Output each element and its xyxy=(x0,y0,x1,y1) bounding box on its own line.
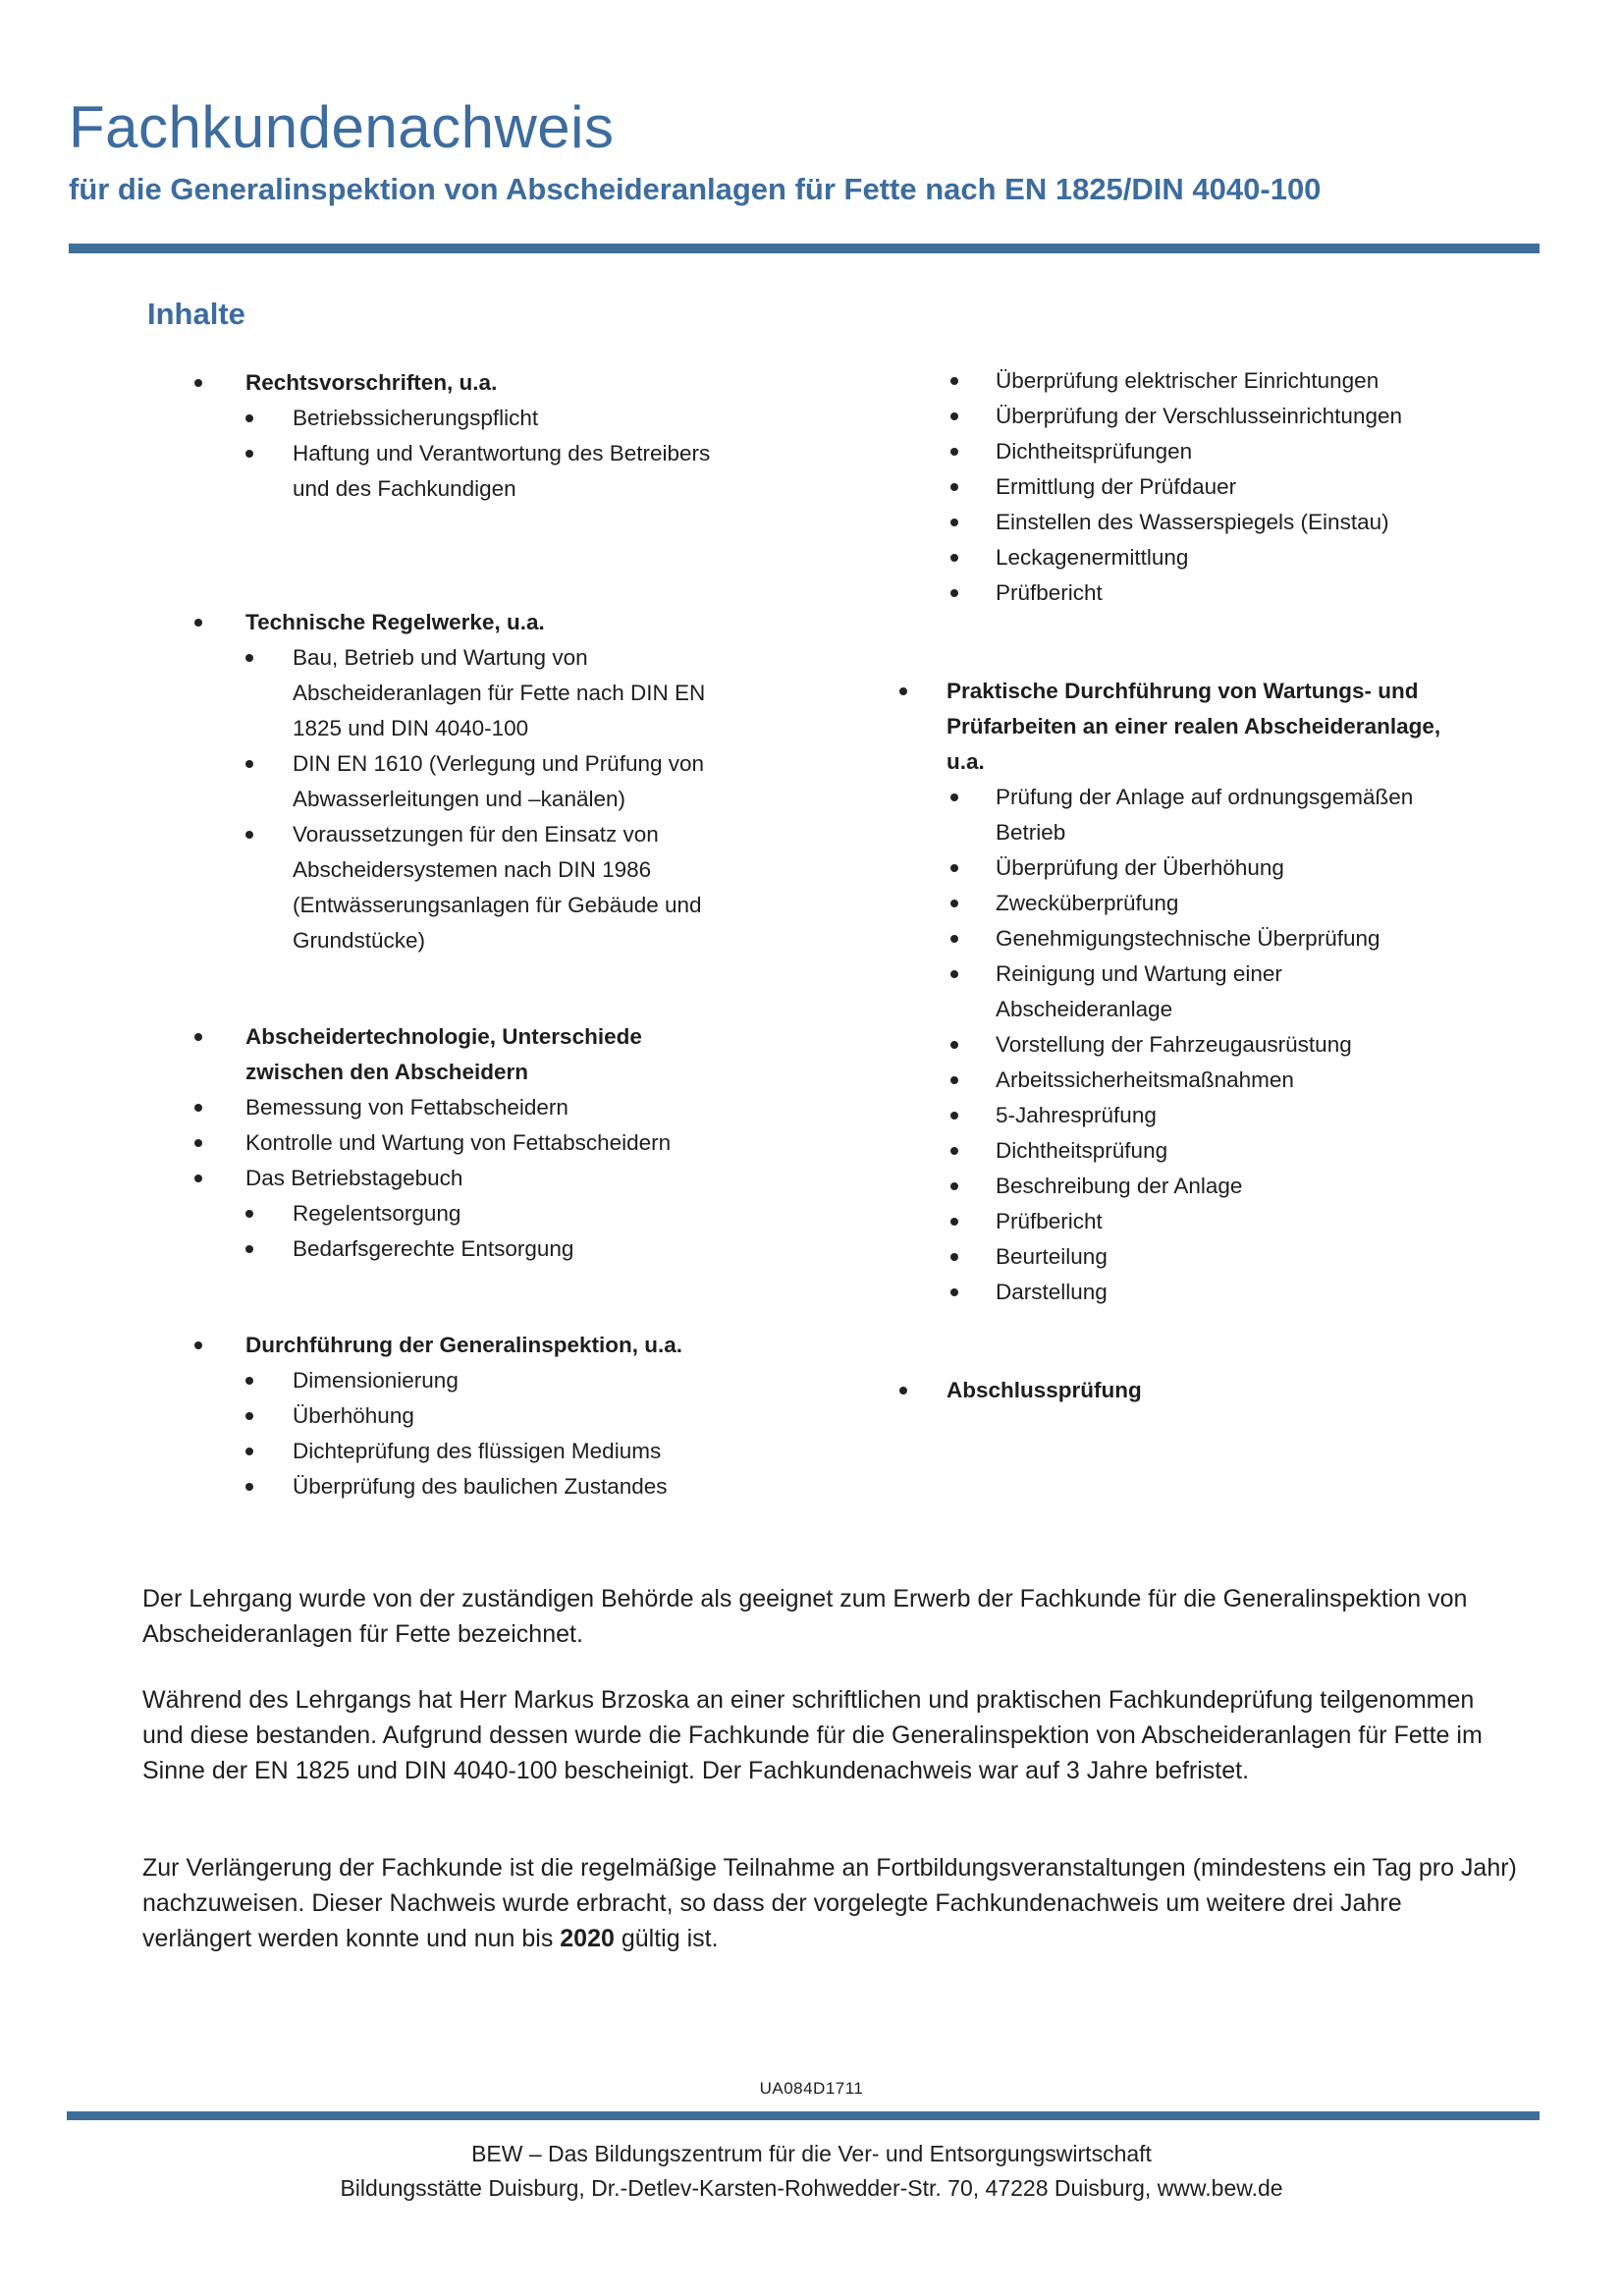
list-item-practical-work: Praktische Durchführung von Wartungs- und Prüfarbeiten an einer realen Abscheideranlage, u.a. xyxy=(893,674,1463,780)
list-item: Darstellung xyxy=(893,1275,1463,1310)
paragraph-extension-end: gültig ist. xyxy=(614,1925,719,1952)
footer-address: Bildungsstätte Duisburg, Dr.-Detlev-Karsten-Rohwedder-Str. 70, 47228 Duisburg, www.bew.de xyxy=(340,2175,1283,2201)
paragraph-authority: Der Lehrgang wurde von der zuständigen Behörde als geeignet zum Erwerb der Fachkunde für die Generalinspektion von Abscheideranlagen für Fette bezeichnet. xyxy=(142,1585,1468,1648)
list-item: Leckagenermittlung xyxy=(893,540,1463,575)
list-item: Dichtheitsprüfung xyxy=(893,1133,1463,1169)
paragraph-exam: Während des Lehrgangs hat Herr Markus Brzoska an einer schriftlichen und praktischen Fachkundeprüfung teilgenommen und diese bestanden. Aufgrund dessen wurde die Fachkunde für die Generalinspektion von Abscheideranlagen für Fette im Sinne der EN 1825 und DIN 4040-100 bescheinigt. Der Fachkundenachweis war auf 3 Jahre befristet. xyxy=(142,1686,1483,1784)
list-item: Dichtheitsprüfungen xyxy=(893,434,1463,469)
list-item-separator-technology: Abscheidertechnologie, Unterschiede zwischen den Abscheidern xyxy=(187,1019,736,1090)
list-item: Kontrolle und Wartung von Fettabscheidern xyxy=(187,1125,736,1161)
list-item: Zwecküberprüfung xyxy=(893,886,1463,921)
list-item: Voraussetzungen für den Einsatz von Abscheidersystemen nach DIN 1986 (Entwässerungsanlagen für Gebäude und Grundstücke) xyxy=(187,817,736,958)
list-item: Arbeitssicherheitsmaßnahmen xyxy=(893,1063,1463,1098)
contents-right-column xyxy=(893,363,1463,1408)
valid-until-year: 2020 xyxy=(560,1925,615,1952)
list-item: Beschreibung der Anlage xyxy=(893,1169,1463,1204)
header-rule xyxy=(69,244,1540,253)
list-item: Regelentsorgung xyxy=(187,1196,736,1231)
list-item-final-exam: Abschlussprüfung xyxy=(893,1373,1463,1408)
list-item: Einstellen des Wasserspiegels (Einstau) xyxy=(893,505,1463,540)
list-item: 5-Jahresprüfung xyxy=(893,1098,1463,1133)
document-code: UA084D1711 xyxy=(759,2079,864,2098)
list-item: Bau, Betrieb und Wartung von Abscheideranlagen für Fette nach DIN EN 1825 und DIN 4040-100 xyxy=(187,640,736,746)
contents-left-column xyxy=(187,365,736,1504)
list-item: Bedarfsgerechte Entsorgung xyxy=(187,1231,736,1267)
list-item: Dichteprüfung des flüssigen Mediums xyxy=(187,1434,736,1469)
list-item: Prüfung der Anlage auf ordnungsgemäßen Betrieb xyxy=(893,780,1463,850)
contents-heading: Inhalte xyxy=(147,297,245,331)
list-item: Genehmigungstechnische Überprüfung xyxy=(893,921,1463,957)
list-item: Betriebssicherungspflicht xyxy=(187,401,736,436)
list-item: DIN EN 1610 (Verlegung und Prüfung von Abwasserleitungen und –kanälen) xyxy=(187,746,736,817)
footer-organization: BEW – Das Bildungszentrum für die Ver- und Entsorgungswirtschaft xyxy=(471,2141,1152,2166)
paragraph-extension xyxy=(142,1850,1517,1956)
list-item-technical-rules: Technische Regelwerke, u.a. xyxy=(187,605,736,640)
list-item: Beurteilung xyxy=(893,1239,1463,1275)
list-item-general-inspection: Durchführung der Generalinspektion, u.a. xyxy=(187,1328,736,1363)
list-item: Bemessung von Fettabscheidern xyxy=(187,1090,736,1125)
list-item: Überprüfung des baulichen Zustandes xyxy=(187,1469,736,1504)
paragraph-extension-text: Zur Verlängerung der Fachkunde ist die regelmäßige Teilnahme an Fortbildungsveranstaltungen (mindestens ein Tag pro Jahr) nachzuweisen. Dieser Nachweis wurde erbracht, so dass der vorgelegte Fachkundenachweis um weitere drei Jahre verlängert werden konnte und nun bis xyxy=(142,1854,1517,1952)
document-subtitle: für die Generalinspektion von Abscheideranlagen für Fette nach EN 1825/DIN 4040-100 xyxy=(69,172,1322,206)
list-item-legal: Rechtsvorschriften, u.a. xyxy=(187,365,736,401)
document-title: Fachkundenachweis xyxy=(69,94,615,160)
footer-rule xyxy=(67,2111,1540,2120)
list-item: Prüfbericht xyxy=(893,575,1463,611)
list-item: Dimensionierung xyxy=(187,1363,736,1398)
list-item: Vorstellung der Fahrzeugausrüstung xyxy=(893,1027,1463,1063)
list-item: Das Betriebstagebuch xyxy=(187,1161,736,1196)
list-item: Überhöhung xyxy=(187,1398,736,1434)
list-item: Überprüfung der Überhöhung xyxy=(893,850,1463,886)
footer xyxy=(0,2137,1623,2206)
list-item: Ermittlung der Prüfdauer xyxy=(893,469,1463,505)
list-item: Überprüfung der Verschlusseinrichtungen xyxy=(893,399,1463,434)
list-item: Haftung und Verantwortung des Betreibers und des Fachkundigen xyxy=(187,436,736,507)
list-item: Prüfbericht xyxy=(893,1204,1463,1239)
list-item: Überprüfung elektrischer Einrichtungen xyxy=(893,363,1463,399)
list-item: Reinigung und Wartung einer Abscheideranlage xyxy=(893,957,1463,1027)
